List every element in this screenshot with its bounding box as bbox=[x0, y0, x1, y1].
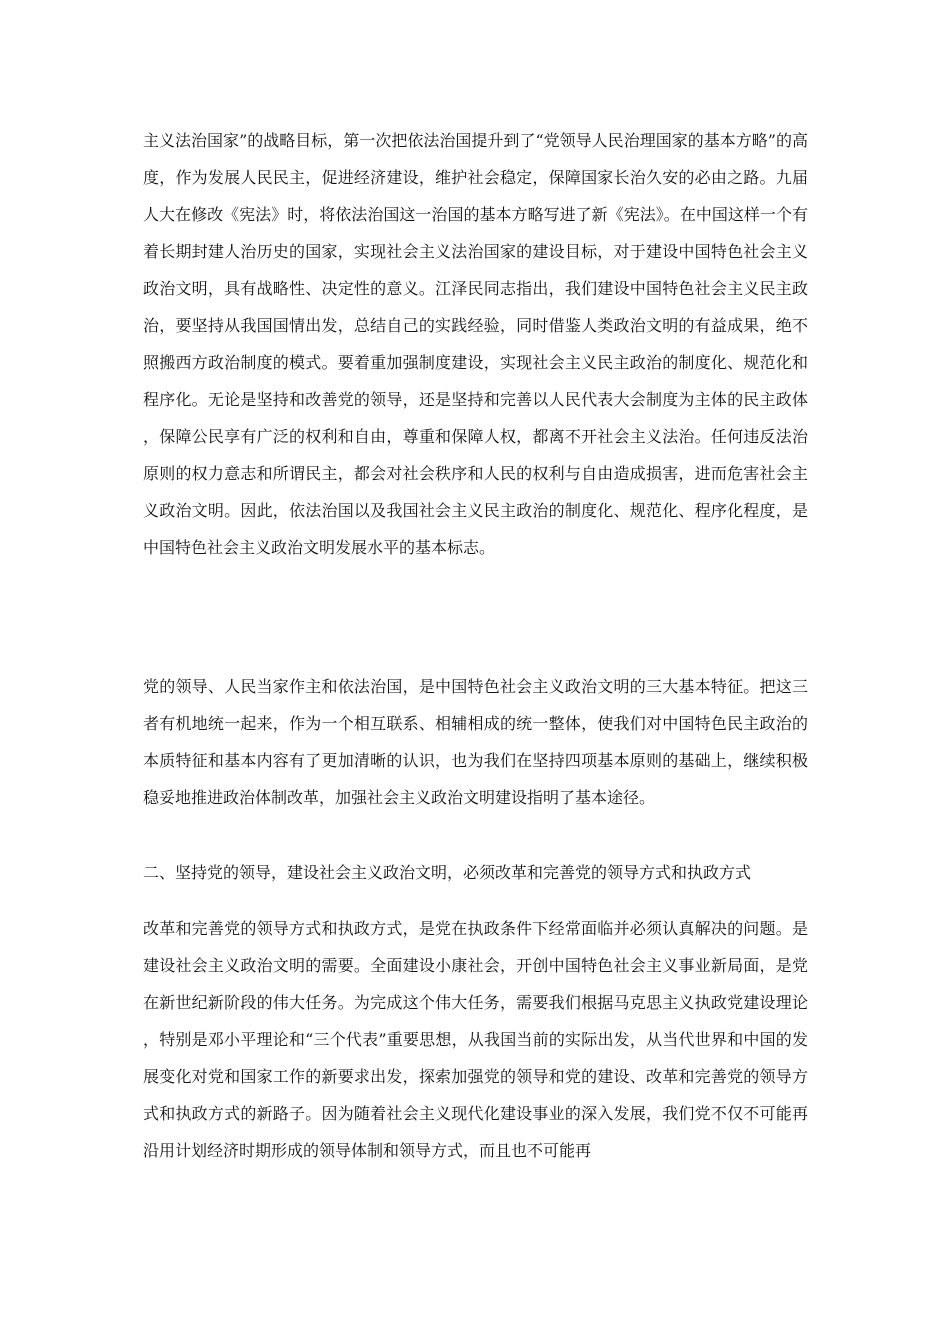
body-paragraph-3: 改革和完善党的领导方式和执政方式，是党在执政条件下经常面临并必须认真解决的问题。是建设社会主义政治文明的需要。全面建设小康社会，开创中国特色社会主义事业新局面，是党在新世纪新阶段的伟大任务。为完成这个伟大任务，需要我们根据马克思主义执政党建设理论，特别是邓小平理论和“三个代表”重要思想，从我国当前的实际出发，从当代世界和中国的发展变化对党和国家工作的新要求出发，探索加强党的领导和党的建设、改革和完善党的领导方式和执政方式的新路子。因为随着社会主义现代化建设事业的深入发展，我们党不仅不可能再沿用计划经济时期形成的领导体制和领导方式，而且也不可能再 bbox=[143, 919, 808, 1160]
body-paragraph-1: 主义法治国家”的战略目标，第一次把依法治国提升到了“党领导人民治理国家的基本方略”的高度，作为发展人民民主，促进经济建设，维护社会稳定，保障国家长治久安的必由之路。九届人大在修改《宪法》时，将依法治国这一治国的基本方略写进了新《宪法》。在中国这样一个有着长期封建人治历史的国家，实现社会主义法治国家的建设目标，对于建设中国特色社会主义政治文明，具有战略性、决定性的意义。江泽民同志指出，我们建设中国特色社会主义民主政治，要坚持从我国国情出发，总结自己的实践经验，同时借鉴人类政治文明的有益成果，绝不照搬西方政治制度的模式。要着重加强制度建设，实现社会主义民主政治的制度化、规范化和程序化。无论是坚持和改善党的领导，还是坚持和完善以人民代表大会制度为主体的民主政体，保障公民享有广泛的权利和自由，尊重和保障人权，都离不开社会主义法治。任何违反法治原则的权力意志和所谓民主，都会对社会秩序和人民的权利与自由造成损害，进而危害社会主义政治文明。因此，依法治国以及我国社会主义民主政治的制度化、规范化、程序化程度，是中国特色社会主义政治文明发展水平的基本标志。 bbox=[143, 131, 808, 557]
body-paragraph-2: 党的领导、人民当家作主和依法治国，是中国特色社会主义政治文明的三大基本特征。把这三者有机地统一起来，作为一个相互联系、相辅相成的统一整体，使我们对中国特色民主政治的本质特征和基本内容有了更加清晰的认识，也为我们在坚持四项基本原则的基础上，继续积极稳妥地推进政治体制改革，加强社会主义政治文明建设指明了基本途径。 bbox=[143, 677, 808, 807]
section-heading: 二、坚持党的领导，建设社会主义政治文明，必须改革和完善党的领导方式和执政方式 bbox=[143, 863, 752, 882]
